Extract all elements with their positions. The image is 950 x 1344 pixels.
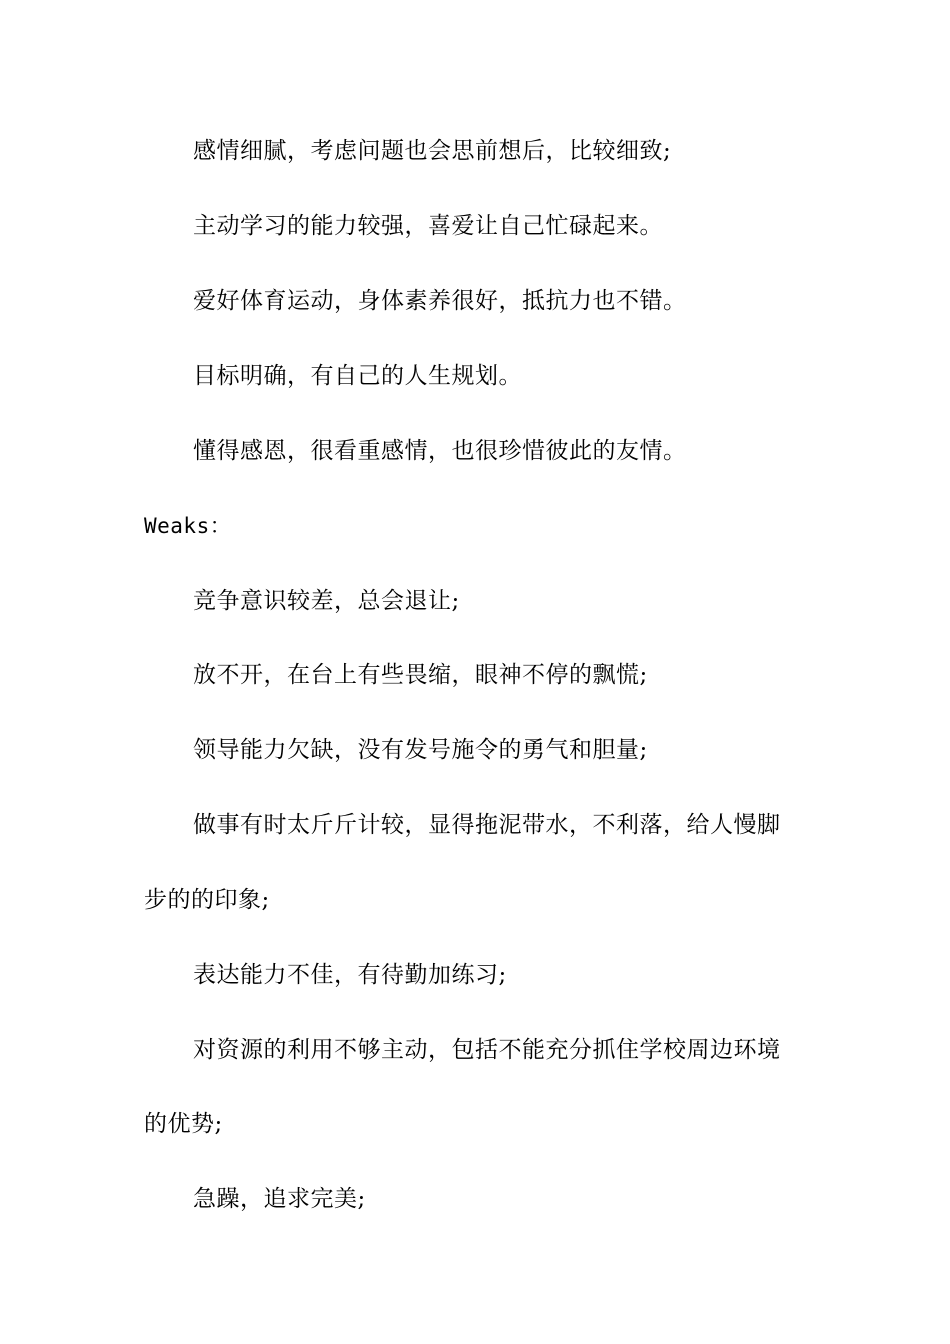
weak-item-6: 对资源的利用不够主动，包括不能充分抓住学校周边环境: [193, 1037, 781, 1063]
weak-item-4-continued: 步的的印象;: [144, 887, 270, 913]
weaks-heading: Weaks：: [144, 514, 232, 538]
weak-item-6-continued: 的优势;: [144, 1111, 223, 1137]
strength-item-1: 感情细腻，考虑问题也会思前想后，比较细致;: [193, 138, 672, 164]
strength-item-5: 懂得感恩，很看重感情，也很珍惜彼此的友情。: [193, 438, 687, 464]
weak-item-2: 放不开，在台上有些畏缩，眼神不停的飘慌;: [193, 662, 648, 688]
strength-item-2: 主动学习的能力较强，喜爱让自己忙碌起来。: [193, 213, 663, 239]
weak-item-1: 竞争意识较差，总会退让;: [193, 588, 460, 614]
strength-item-3: 爱好体育运动，身体素养很好，抵抗力也不错。: [193, 288, 687, 314]
weak-item-4: 做事有时太斤斤计较，显得拖泥带水，不利落，给人慢脚: [193, 812, 781, 838]
weak-item-7: 急躁，追求完美;: [193, 1186, 366, 1212]
weak-item-5: 表达能力不佳，有待勤加练习;: [193, 962, 507, 988]
strength-item-4: 目标明确，有自己的人生规划。: [193, 363, 522, 389]
weak-item-3: 领导能力欠缺，没有发号施令的勇气和胆量;: [193, 737, 648, 763]
